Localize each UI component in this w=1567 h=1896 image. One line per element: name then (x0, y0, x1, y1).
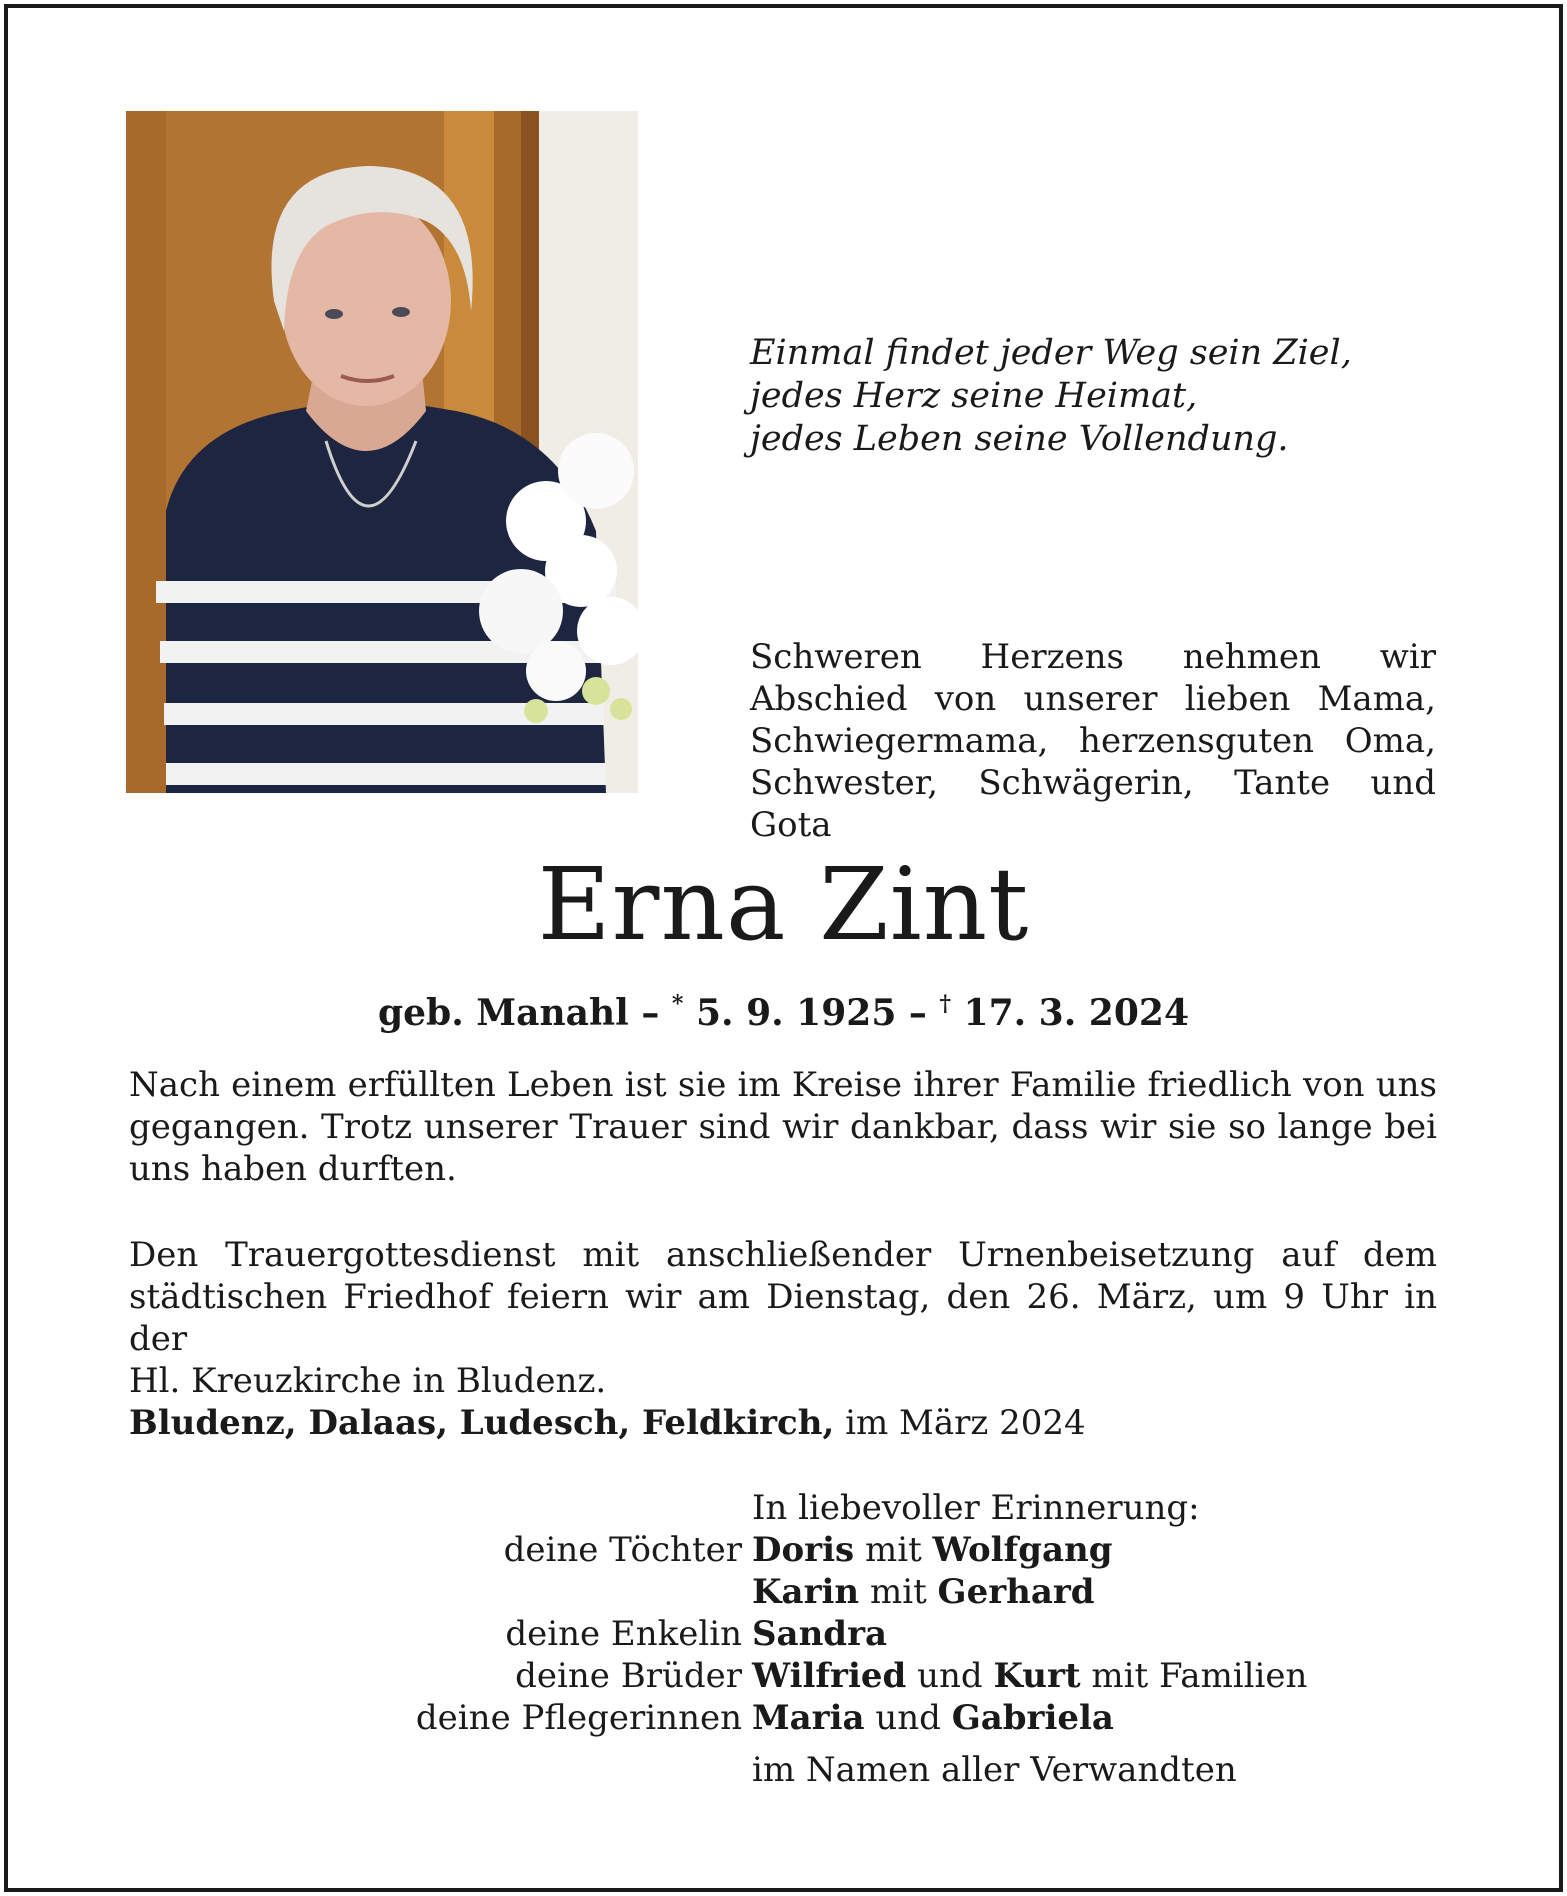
family-row-grandchild (0, 1613, 1567, 1655)
memorial-motto (750, 332, 1470, 461)
family-row-daughter2 (0, 1571, 1567, 1613)
birth-symbol: * (671, 991, 684, 1017)
family-name: Doris (752, 1530, 855, 1570)
motto-line: Einmal findet jeder Weg sein Ziel, (750, 333, 1352, 373)
family-name: Wolfgang (932, 1530, 1113, 1570)
family-names (752, 1571, 1095, 1613)
family-row-brothers (0, 1655, 1567, 1697)
motto-line: jedes Leben seine Vollendung. (750, 419, 1289, 459)
family-label: deine Enkelin (505, 1614, 742, 1654)
death-symbol: † (939, 991, 951, 1017)
family-name: Kurt (993, 1656, 1081, 1696)
paragraph-line: Nach einem erfüllten Leben ist sie im Kreise ihrer Familie friedlich von uns (129, 1065, 1437, 1105)
paragraph-line: Den Trauergottesdienst mit anschließender Urnenbeisetzung auf dem (129, 1235, 1437, 1275)
family-connector: und (906, 1656, 994, 1696)
family-connector: mit Familien (1080, 1656, 1308, 1696)
place-and-date (129, 1402, 1086, 1444)
family-connector: und (864, 1698, 952, 1738)
paragraph-line: gegangen. Trotz unserer Trauer sind wir dankbar, dass wir sie so lange bei (129, 1107, 1437, 1147)
family-row-carers (0, 1697, 1567, 1739)
family-name: Gabriela (951, 1698, 1114, 1738)
service-paragraph (129, 1234, 1437, 1402)
maiden-name: geb. Manahl (377, 992, 629, 1034)
intro-line: Schwiegermama, herzensguten Oma, (750, 721, 1436, 761)
family-name: Karin (752, 1572, 860, 1612)
family-names (752, 1655, 1307, 1697)
place-towns: Bludenz, Dalaas, Ludesch, Feldkirch, (129, 1403, 835, 1443)
eye (392, 307, 410, 317)
date-separator: – (628, 992, 672, 1034)
closing-line: im Namen aller Verwandten (752, 1750, 1237, 1790)
stripe (166, 763, 606, 785)
birth-date: 5. 9. 1925 (683, 992, 897, 1034)
family-name: Sandra (752, 1614, 888, 1654)
family-name: Gerhard (937, 1572, 1095, 1612)
intro-line: Schweren Herzens nehmen wir (750, 637, 1436, 677)
family-name: Wilfried (752, 1656, 907, 1696)
intro-line: Schwester, Schwägerin, Tante und Gota (750, 763, 1436, 845)
eye (325, 309, 343, 319)
paragraph-line: städtischen Friedhof feiern wir am Dienstag, den 26. März, um 9 Uhr in der (129, 1277, 1437, 1359)
paragraph-line: uns haben durften. (129, 1149, 457, 1189)
intro-line: Abschied von unserer lieben Mama, (750, 679, 1436, 719)
memory-line: In liebevoller Erinnerung: (752, 1488, 1200, 1528)
family-names (752, 1613, 887, 1655)
date-separator: – (896, 992, 940, 1034)
farewell-intro (750, 636, 1436, 762)
family-names (752, 1697, 1114, 1739)
family-names (752, 1529, 1112, 1571)
farewell-intro-last (750, 762, 1436, 846)
deceased-name: Erna Zint (537, 846, 1030, 963)
notice-date: im März 2024 (834, 1403, 1086, 1443)
portrait-photo (126, 111, 638, 793)
family-name: Maria (752, 1698, 865, 1738)
motto-line: jedes Herz seine Heimat, (750, 376, 1198, 416)
death-date: 17. 3. 2024 (950, 992, 1189, 1034)
family-label: deine Pflegerinnen (415, 1698, 742, 1738)
family-connector: mit (854, 1530, 933, 1570)
family-label: deine Töchter (503, 1530, 742, 1570)
life-dates (0, 982, 1567, 1035)
family-connector: mit (859, 1572, 938, 1612)
portrait-illustration (126, 111, 638, 793)
paragraph-line: Hl. Kreuzkirche in Bludenz. (129, 1361, 607, 1401)
family-row-daughters (0, 1529, 1567, 1571)
passing-paragraph (129, 1064, 1437, 1190)
family-label: deine Brüder (515, 1656, 742, 1696)
